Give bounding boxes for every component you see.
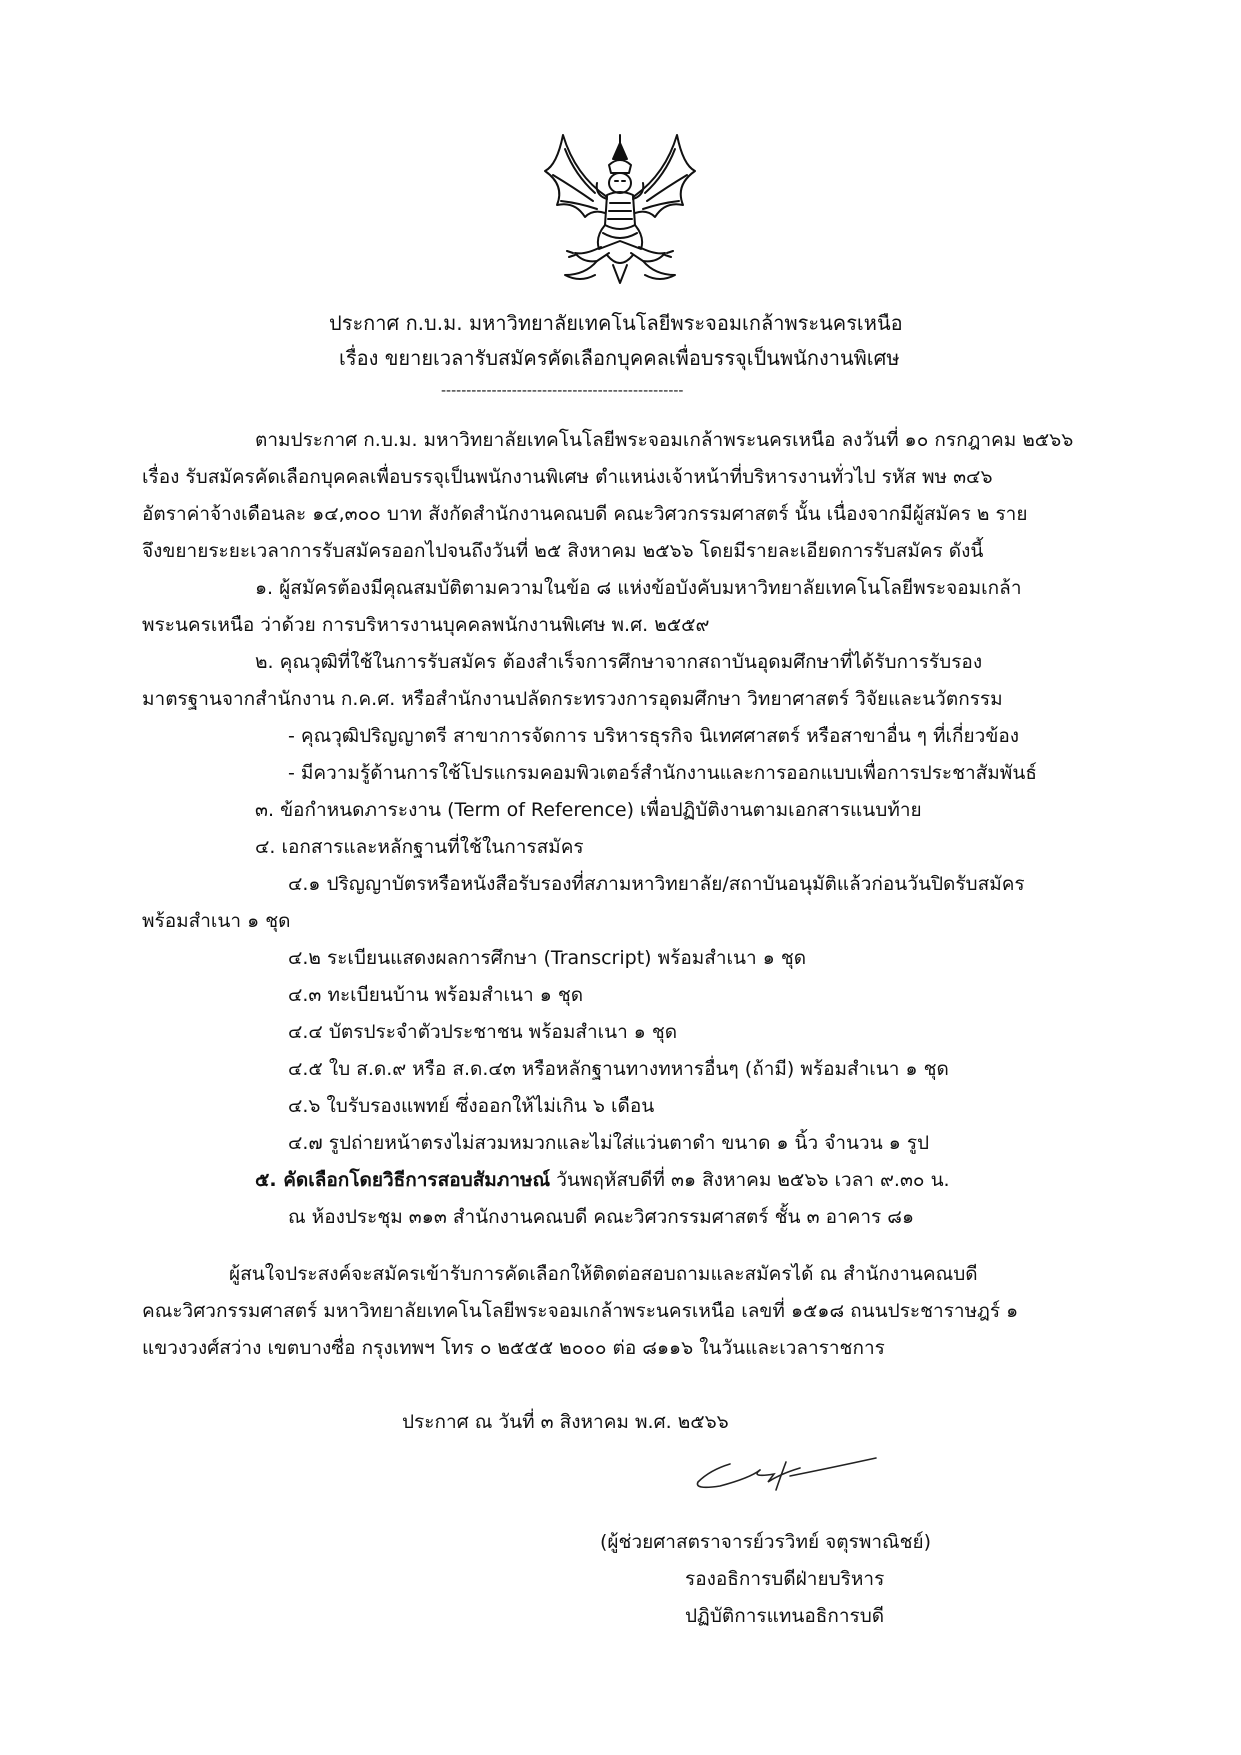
item-4-5: ๔.๕ ใบ ส.ด.๙ หรือ ส.ด.๔๓ หรือหลักฐานทางทหารอื่นๆ (ถ้ามี) พร้อมสำเนา ๑ ชุด: [288, 1058, 949, 1080]
item-2-sub-2: - มีความรู้ด้านการใช้โปรแกรมคอมพิวเตอร์สำนักงานและการออกแบบเพื่อการประชาสัมพันธ์: [288, 762, 1037, 784]
item-4-6: ๔.๖ ใบรับรองแพทย์ ซึ่งออกให้ไม่เกิน ๖ เดือน: [288, 1095, 655, 1117]
divider-line: ------------------------------------------------: [441, 383, 684, 399]
announcement-subject: เรื่อง ขยายเวลารับสมัครคัดเลือกบุคคลเพื่อบรรจุเป็นพนักงานพิเศษ: [339, 346, 900, 370]
contact-line-1: ผู้สนใจประสงค์จะสมัครเข้ารับการคัดเลือกให้ติดต่อสอบถามและสมัครได้ ณ สำนักงานคณบดี: [229, 1263, 978, 1285]
item-4-3: ๔.๓ ทะเบียนบ้าน พร้อมสำเนา ๑ ชุด: [288, 984, 584, 1006]
signature-icon: [690, 1448, 880, 1498]
announcement-title: ประกาศ ก.บ.ม. มหาวิทยาลัยเทคโนโลยีพระจอมเกล้าพระนครเหนือ: [329, 311, 903, 335]
item-2-sub-1: - คุณวุฒิปริญญาตรี สาขาการจัดการ บริหารธุรกิจ นิเทศศาสตร์ หรือสาขาอื่น ๆ ที่เกี่ยวข้อง: [288, 725, 1020, 747]
intro-line-2: เรื่อง รับสมัครคัดเลือกบุคคลเพื่อบรรจุเป็นพนักงานพิเศษ ตำแหน่งเจ้าหน้าที่บริหารงานทั่วไป รหัส พษ ๓๔๖: [142, 466, 993, 488]
item-2-line-2: มาตรฐานจากสำนักงาน ก.ค.ศ. หรือสำนักงานปลัดกระทรวงการอุดมศึกษา วิทยาศาสตร์ วิจัยและนวัตกรรม: [142, 688, 1003, 710]
item-5-line-2: ณ ห้องประชุม ๓๑๓ สำนักงานคณบดี คณะวิศวกรรมศาสตร์ ชั้น ๓ อาคาร ๘๑: [288, 1206, 915, 1228]
item-4-4: ๔.๔ บัตรประจำตัวประชาชน พร้อมสำเนา ๑ ชุด: [288, 1021, 678, 1043]
garuda-emblem-icon: [535, 125, 705, 290]
signer-title-2: ปฏิบัติการแทนอธิการบดี: [685, 1605, 885, 1627]
contact-line-2: คณะวิศวกรรมศาสตร์ มหาวิทยาลัยเทคโนโลยีพระจอมเกล้าพระนครเหนือ เลขที่ ๑๕๑๘ ถนนประชาราษฎร์ ๑: [142, 1300, 1019, 1322]
item-5-line-1: [255, 1168, 950, 1192]
intro-line-4: จึงขยายระยะเวลาการรับสมัครออกไปจนถึงวันที่ ๒๕ สิงหาคม ๒๕๖๖ โดยมีรายละเอียดการรับสมัคร ดังนี้: [142, 540, 984, 562]
item-1-line-1: ๑. ผู้สมัครต้องมีคุณสมบัติตามความในข้อ ๘ แห่งข้อบังคับมหาวิทยาลัยเทคโนโลยีพระจอมเกล้า: [255, 577, 1022, 599]
item-3: ๓. ข้อกำหนดภาระงาน (Term of Reference) เพื่อปฏิบัติงานตามเอกสารแนบท้าย: [255, 799, 922, 821]
intro-line-1: ตามประกาศ ก.บ.ม. มหาวิทยาลัยเทคโนโลยีพระจอมเกล้าพระนครเหนือ ลงวันที่ ๑๐ กรกฎาคม ๒๕๖๖: [255, 429, 1074, 451]
signer-name: (ผู้ช่วยศาสตราจารย์วรวิทย์ จตุรพาณิชย์): [600, 1531, 932, 1553]
item-4-1-line-1: ๔.๑ ปริญญาบัตรหรือหนังสือรับรองที่สภามหาวิทยาลัย/สถาบันอนุมัติแล้วก่อนวันปิดรับสมัคร: [288, 873, 1025, 895]
signer-title-1: รองอธิการบดีฝ่ายบริหาร: [685, 1568, 885, 1590]
item-4: ๔. เอกสารและหลักฐานที่ใช้ในการสมัคร: [255, 836, 584, 858]
item-5-heading: ๕. คัดเลือกโดยวิธีการสอบสัมภาษณ์: [255, 1169, 551, 1191]
intro-line-3: อัตราค่าจ้างเดือนละ ๑๔,๓๐๐ บาท สังกัดสำนักงานคณบดี คณะวิศวกรรมศาสตร์ นั้น เนื่องจากมีผู้สมัคร ๒ ราย: [142, 503, 1028, 525]
item-4-1-line-2: พร้อมสำเนา ๑ ชุด: [142, 910, 291, 932]
item-1-line-2: พระนครเหนือ ว่าด้วย การบริหารงานบุคคลพนักงานพิเศษ พ.ศ. ๒๕๕๙: [142, 614, 710, 636]
item-4-2: ๔.๒ ระเบียนแสดงผลการศึกษา (Transcript) พร้อมสำเนา ๑ ชุด: [288, 947, 807, 969]
contact-line-3: แขวงวงศ์สว่าง เขตบางซื่อ กรุงเทพฯ โทร ๐ ๒๕๕๕ ๒๐๐๐ ต่อ ๘๑๑๖ ในวันและเวลาราชการ: [142, 1337, 885, 1359]
item-5-date: วันพฤหัสบดีที่ ๓๑ สิงหาคม ๒๕๖๖ เวลา ๙.๓๐ น.: [550, 1169, 950, 1191]
item-2-line-1: ๒. คุณวุฒิที่ใช้ในการรับสมัคร ต้องสำเร็จการศึกษาจากสถาบันอุดมศึกษาที่ได้รับการรับรอง: [255, 651, 983, 673]
item-4-7: ๔.๗ รูปถ่ายหน้าตรงไม่สวมหมวกและไม่ใส่แว่นตาดำ ขนาด ๑ นิ้ว จำนวน ๑ รูป: [288, 1132, 930, 1154]
announce-date: ประกาศ ณ วันที่ ๓ สิงหาคม พ.ศ. ๒๕๖๖: [402, 1411, 729, 1433]
